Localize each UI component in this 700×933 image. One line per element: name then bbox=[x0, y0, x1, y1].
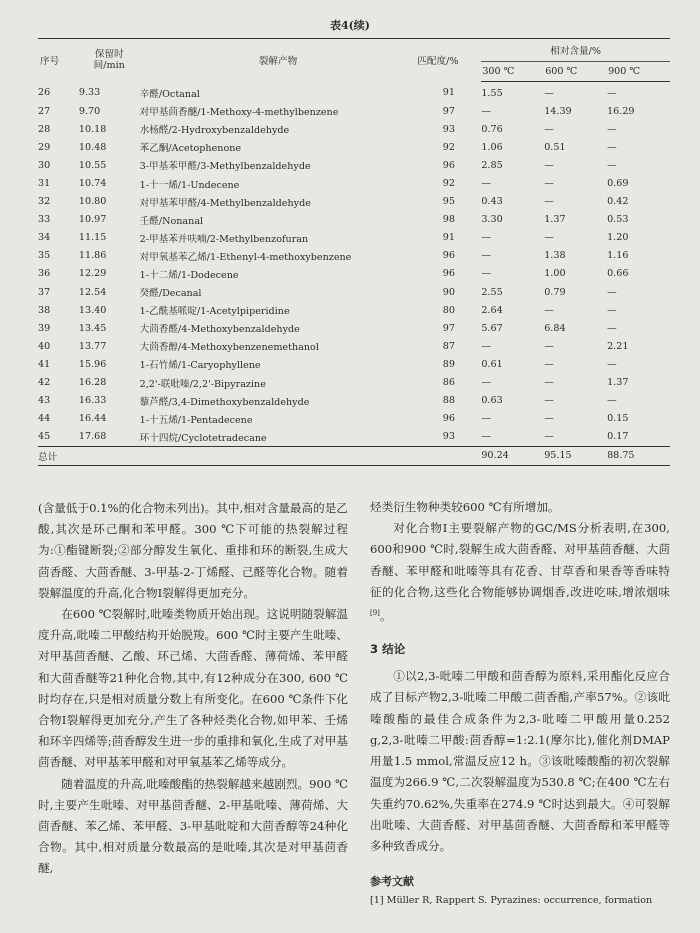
row-product: 大茴香醇/4-Methoxybenzenemethanol bbox=[139, 342, 319, 354]
row-retention-time: 9.33 bbox=[78, 87, 101, 99]
row-retention-time: 13.45 bbox=[78, 322, 107, 334]
row-900: 1.20 bbox=[607, 232, 629, 244]
header-300: 300 ℃ bbox=[481, 62, 544, 82]
row-900: — bbox=[607, 304, 617, 316]
row-900: 0.17 bbox=[607, 431, 629, 443]
row-600: — bbox=[544, 431, 554, 443]
row-300: 0.61 bbox=[481, 358, 503, 370]
row-600: — bbox=[544, 413, 554, 425]
row-no: 31 bbox=[38, 178, 51, 190]
row-product: 1-十五烯/1-Pentadecene bbox=[139, 414, 253, 426]
row-300: — bbox=[481, 178, 491, 190]
row-no: 38 bbox=[38, 304, 51, 316]
row-no: 27 bbox=[38, 105, 51, 117]
row-900: 1.16 bbox=[607, 250, 629, 262]
row-600: — bbox=[544, 196, 554, 208]
right-paragraph-2-text: 对化合物Ⅰ主要裂解产物的GC/MS分析表明,在300, 600和900 ℃时,裂解生成大茴香醛、对甲基茴香醚、大茴香醚、苯甲醛和吡嗪等具有花香、甘草香和果香等香味特征的化合物,这些化合物能够协调烟香,改进吃味,增浓烟味 bbox=[370, 521, 670, 599]
row-600: — bbox=[544, 159, 554, 171]
row-match: 93 bbox=[442, 123, 455, 135]
row-retention-time: 10.18 bbox=[78, 123, 107, 135]
row-match: 97 bbox=[442, 105, 455, 117]
row-product: 2,2'-联吡嗪/2,2'-Bipyrazine bbox=[139, 378, 266, 390]
row-900: — bbox=[607, 358, 617, 370]
table-row bbox=[38, 301, 670, 319]
row-retention-time: 11.15 bbox=[78, 232, 107, 244]
row-product: 对甲基苯甲醛/4-Methylbenzaldehyde bbox=[139, 197, 311, 209]
row-900: 1.37 bbox=[607, 377, 629, 389]
row-no: 26 bbox=[38, 87, 51, 99]
header-match: 匹配度/% bbox=[416, 39, 481, 82]
row-product: 2-甲基苯并呋喃/2-Methylbenzofuran bbox=[139, 233, 309, 245]
row-retention-time: 12.29 bbox=[78, 268, 107, 280]
row-no: 40 bbox=[38, 340, 51, 352]
right-column bbox=[370, 497, 670, 908]
row-no: 33 bbox=[38, 214, 51, 226]
row-product: 癸醛/Decanal bbox=[139, 288, 202, 300]
header-900: 900 ℃ bbox=[607, 62, 670, 82]
row-retention-time: 10.48 bbox=[78, 141, 107, 153]
row-no: 30 bbox=[38, 159, 51, 171]
table-row bbox=[38, 265, 670, 283]
row-product: 1-十一烯/1-Undecene bbox=[139, 179, 240, 191]
row-no: 42 bbox=[38, 377, 51, 389]
row-no: 39 bbox=[38, 322, 51, 334]
header-600: 600 ℃ bbox=[544, 62, 607, 82]
row-900: — bbox=[607, 87, 617, 99]
left-column bbox=[38, 498, 348, 880]
row-no: 45 bbox=[38, 431, 51, 443]
row-600: — bbox=[544, 232, 554, 244]
row-300: — bbox=[481, 232, 491, 244]
row-product: 壬醛/Nonanal bbox=[139, 215, 204, 227]
row-300: 1.06 bbox=[481, 141, 503, 153]
row-300: 2.64 bbox=[481, 304, 503, 316]
row-300: 0.63 bbox=[481, 395, 503, 407]
row-900: — bbox=[607, 322, 617, 334]
table-row bbox=[38, 102, 670, 120]
row-900: 0.66 bbox=[607, 268, 629, 280]
table-row bbox=[38, 410, 670, 428]
table-row bbox=[38, 283, 670, 301]
row-match: 86 bbox=[442, 377, 455, 389]
right-paragraph-1: 烃类衍生物种类较600 ℃有所增加。 bbox=[370, 500, 560, 514]
row-900: 0.53 bbox=[607, 214, 629, 226]
conclusion-paragraph: ①以2,3-吡嗪二甲酸和茴香醇为原料,采用酯化反应合成了目标产物2,3-吡嗪二甲酸二茴香酯,产率57%。②该吡嗪酸酯的最佳合成条件为2,3-吡嗪二甲酸用量0.252 g,2,3-吡嗪二甲酸:茴香醇=1:2.1(摩尔比),催化剂DMAP用量1.5 mmol,常温反应12 h。③该吡嗪酸酯的初次裂解温度为266.9 ℃,二次裂解温度为530.8 ℃;在400 ℃左右失重约70.62%,失重率在274.9 ℃时达到最大。④可裂解出吡嗪、大茴香醛、对甲基茴香醚、大茴香醇和苯甲醛等多种致香成分。 bbox=[370, 669, 670, 853]
total-600: 95.15 bbox=[544, 446, 607, 465]
row-product: 1-十二烯/1-Dodecene bbox=[139, 269, 239, 281]
row-900: — bbox=[607, 123, 617, 135]
left-paragraph-1: (含量低于0.1%的化合物未列出)。其中,相对含量最高的是乙酸,其次是环己酮和苯甲醛。300 ℃下可能的热裂解过程为:①酯键断裂;②部分醇发生氧化、重排和环的断裂,生成大茴香醛、大茴香醚、3-甲基-2-丁烯醛、己醛等化合物。随着裂解温度的升高,化合物Ⅰ裂解得更加充分。 bbox=[38, 501, 348, 600]
row-900: 2.21 bbox=[607, 340, 629, 352]
row-600: — bbox=[544, 87, 554, 99]
row-600: 1.38 bbox=[544, 250, 566, 262]
row-600: — bbox=[544, 377, 554, 389]
header-relative-content: 相对含量/% bbox=[481, 39, 670, 62]
row-retention-time: 10.97 bbox=[78, 214, 107, 226]
row-product: 环十四烷/Cyclotetradecane bbox=[139, 432, 267, 444]
left-paragraph-2: 在600 ℃裂解时,吡嗪类物质开始出现。这说明随裂解温度升高,吡嗪二甲酸结构开始脱羧。600 ℃时主要产生吡嗪、对甲基茴香醚、乙酸、环己烯、大茴香醛、薄荷烯、苯甲醛和大茴香醚等21种化合物,其中,有12种成分在300, 600 ℃时均存在,只是相对质量分数上有所变化。在600 ℃条件下化合物Ⅰ裂解得更加充分,产生了各种烃类化合物,如甲苯、壬烯和环辛四烯等;茴香醇发生进一步的重排和氧化,生成了对甲基茴香醚、对甲基苯甲醛和对甲氧基苯乙烯等成分。 bbox=[38, 607, 348, 770]
table-row bbox=[38, 319, 670, 337]
row-product: 水杨醛/2-Hydroxybenzaldehyde bbox=[139, 125, 290, 137]
row-match: 89 bbox=[442, 358, 455, 370]
row-900: — bbox=[607, 286, 617, 298]
row-product: 对甲氧基苯乙烯/1-Ethenyl-4-methoxybenzene bbox=[139, 251, 352, 263]
table-row bbox=[38, 193, 670, 211]
row-no: 28 bbox=[38, 123, 51, 135]
row-900: — bbox=[607, 141, 617, 153]
row-product: 藜芦醛/3,4-Dimethoxybenzaldehyde bbox=[139, 396, 310, 408]
row-300: — bbox=[481, 377, 491, 389]
total-300: 90.24 bbox=[481, 446, 544, 465]
row-600: — bbox=[544, 304, 554, 316]
row-retention-time: 17.68 bbox=[78, 431, 107, 443]
table-row bbox=[38, 174, 670, 192]
header-product: 裂解产物 bbox=[140, 39, 417, 82]
row-300: — bbox=[481, 268, 491, 280]
table-row bbox=[38, 120, 670, 138]
row-600: 1.37 bbox=[544, 214, 566, 226]
row-retention-time: 13.40 bbox=[78, 304, 107, 316]
table-row bbox=[38, 374, 670, 392]
row-900: 16.29 bbox=[607, 105, 635, 117]
header-no: 序号 bbox=[38, 39, 79, 82]
row-no: 29 bbox=[38, 141, 51, 153]
row-300: 0.43 bbox=[481, 196, 503, 208]
row-900: 0.69 bbox=[607, 178, 629, 190]
row-product: 1-乙酰基哌啶/1-Acetylpiperidine bbox=[139, 306, 290, 318]
row-match: 97 bbox=[442, 322, 455, 334]
row-match: 92 bbox=[442, 141, 455, 153]
row-no: 36 bbox=[38, 268, 51, 280]
table-row bbox=[38, 337, 670, 355]
row-match: 90 bbox=[442, 286, 455, 298]
row-300: 1.55 bbox=[481, 87, 503, 99]
row-no: 37 bbox=[38, 286, 51, 298]
table-row bbox=[38, 392, 670, 410]
right-paragraph-2 bbox=[370, 518, 670, 627]
row-retention-time: 12.54 bbox=[78, 286, 107, 298]
table-row bbox=[38, 138, 670, 156]
table-row bbox=[38, 428, 670, 447]
row-300: — bbox=[481, 413, 491, 425]
right-paragraph-2-end: 。 bbox=[379, 608, 392, 623]
row-product: 对甲基茴香醚/1-Methoxy-4-methylbenzene bbox=[139, 107, 339, 119]
row-match: 96 bbox=[442, 250, 455, 262]
row-600: — bbox=[544, 178, 554, 190]
row-retention-time: 9.70 bbox=[78, 105, 101, 117]
row-retention-time: 11.86 bbox=[78, 250, 107, 262]
table-row bbox=[38, 211, 670, 229]
row-600: — bbox=[544, 340, 554, 352]
row-product: 辛醛/Octanal bbox=[139, 88, 200, 100]
section-heading-conclusion: 3 结论 bbox=[370, 642, 406, 657]
row-900: 0.42 bbox=[607, 196, 629, 208]
row-600: 0.79 bbox=[544, 286, 566, 298]
total-900: 88.75 bbox=[607, 446, 670, 465]
row-match: 93 bbox=[442, 431, 455, 443]
row-600: — bbox=[544, 123, 554, 135]
row-900: — bbox=[607, 159, 617, 171]
row-300: 0.76 bbox=[481, 123, 503, 135]
pyrolysis-products-table bbox=[38, 38, 670, 466]
table-row bbox=[38, 82, 670, 103]
row-no: 41 bbox=[38, 358, 51, 370]
row-300: 5.67 bbox=[481, 322, 503, 334]
row-retention-time: 16.28 bbox=[78, 377, 107, 389]
row-300: 2.55 bbox=[481, 286, 503, 298]
row-600: 1.00 bbox=[544, 268, 566, 280]
table-row bbox=[38, 229, 670, 247]
row-no: 32 bbox=[38, 196, 51, 208]
row-match: 88 bbox=[442, 395, 455, 407]
row-600: 0.51 bbox=[544, 141, 566, 153]
row-no: 44 bbox=[38, 413, 51, 425]
row-300: — bbox=[481, 431, 491, 443]
row-900: — bbox=[607, 395, 617, 407]
row-retention-time: 10.74 bbox=[78, 178, 107, 190]
row-retention-time: 10.80 bbox=[78, 196, 107, 208]
row-retention-time: 16.44 bbox=[78, 413, 107, 425]
row-product: 苯乙酮/Acetophenone bbox=[139, 143, 242, 155]
total-label: 总计 bbox=[38, 446, 79, 465]
row-product: 1-石竹烯/1-Caryophyllene bbox=[139, 360, 261, 372]
row-match: 96 bbox=[442, 159, 455, 171]
row-600: — bbox=[544, 358, 554, 370]
row-600: 6.84 bbox=[544, 322, 566, 334]
left-paragraph-3: 随着温度的升高,吡嗪酸酯的热裂解越来越剧烈。900 ℃时,主要产生吡嗪、对甲基茴香醚、2-甲基吡嗪、薄荷烯、大茴香醚、苯乙烯、苯甲醛、3-甲基吡啶和大茴香醇等24种化合物。其中,相对质量分数最高的是吡嗪,其次是对甲基茴香醚, bbox=[38, 776, 348, 876]
row-retention-time: 10.55 bbox=[78, 159, 107, 171]
row-300: 2.85 bbox=[481, 159, 503, 171]
table-body bbox=[38, 82, 670, 447]
references-heading: 参考文献 bbox=[370, 875, 414, 889]
row-match: 96 bbox=[442, 413, 455, 425]
total-row bbox=[38, 446, 670, 465]
row-match: 92 bbox=[442, 178, 455, 190]
row-retention-time: 13.77 bbox=[78, 340, 107, 352]
header-retention-time: 保留时间/min bbox=[79, 39, 140, 82]
row-no: 43 bbox=[38, 395, 51, 407]
row-match: 98 bbox=[442, 214, 455, 226]
reference-1: [1] Müller R, Rappert S. Pyrazines: occurrence, formation bbox=[370, 895, 653, 907]
citation-9: [9] bbox=[370, 609, 380, 618]
table-row bbox=[38, 247, 670, 265]
row-no: 35 bbox=[38, 250, 51, 262]
row-product: 3-甲基苯甲醛/3-Methylbenzaldehyde bbox=[139, 161, 311, 173]
row-no: 34 bbox=[38, 232, 51, 244]
table-row bbox=[38, 156, 670, 174]
row-match: 87 bbox=[442, 340, 455, 352]
row-300: — bbox=[481, 105, 491, 117]
row-600: 14.39 bbox=[544, 105, 572, 117]
row-300: 3.30 bbox=[481, 214, 503, 226]
row-600: — bbox=[544, 395, 554, 407]
row-300: — bbox=[481, 250, 491, 262]
row-product: 大茴香醛/4-Methoxybenzaldehyde bbox=[139, 324, 300, 336]
row-match: 91 bbox=[442, 87, 455, 99]
row-retention-time: 15.96 bbox=[78, 358, 107, 370]
table-caption: 表4(续) bbox=[329, 19, 371, 32]
row-300: — bbox=[481, 340, 491, 352]
row-match: 96 bbox=[442, 268, 455, 280]
row-match: 91 bbox=[442, 232, 455, 244]
table-row bbox=[38, 355, 670, 373]
row-900: 0.15 bbox=[607, 413, 629, 425]
row-match: 95 bbox=[442, 196, 455, 208]
row-retention-time: 16.33 bbox=[78, 395, 107, 407]
row-match: 80 bbox=[442, 304, 455, 316]
